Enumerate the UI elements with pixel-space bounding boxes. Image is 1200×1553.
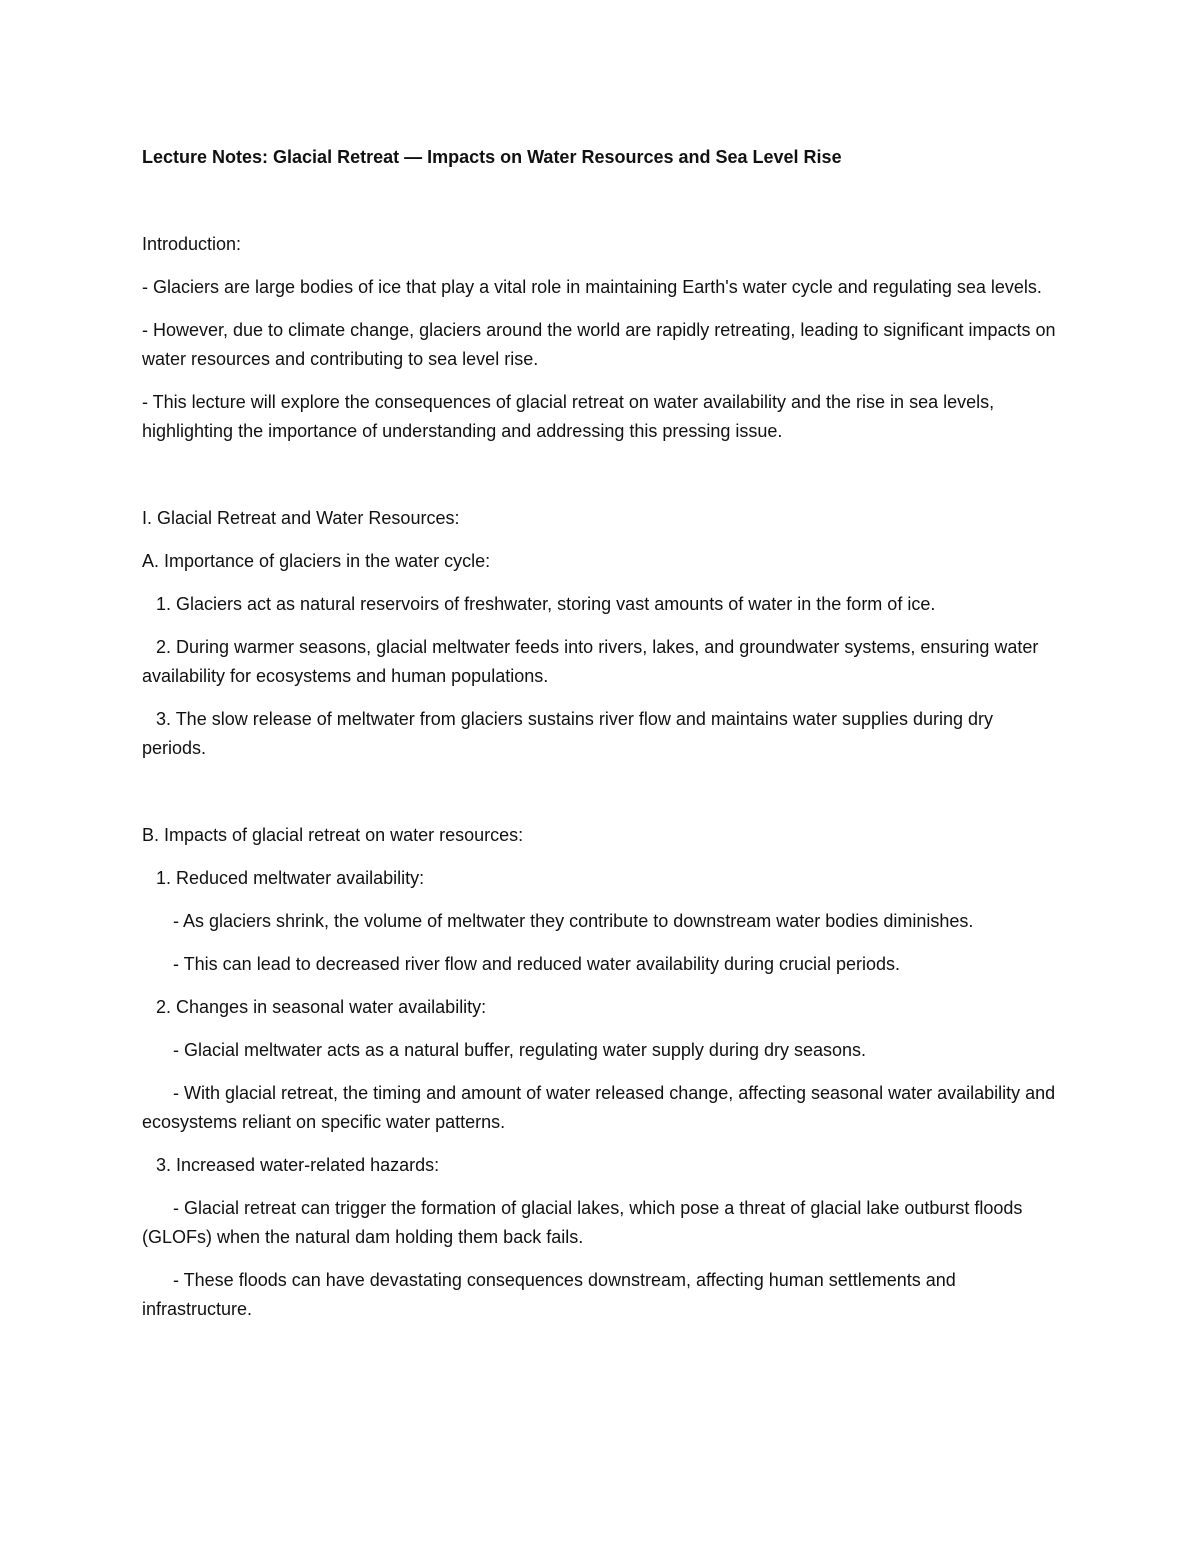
list-item: 2. During warmer seasons, glacial meltwater feeds into rivers, lakes, and groundwater systems, ensuring water availability for ecosystems and human populations.: [142, 637, 1039, 686]
document-page: [142, 143, 1057, 1338]
list-subpoint: - Glacial retreat can trigger the formation of glacial lakes, which pose a threat of glacial lake outburst floods (GLOFs) when the natural dam holding them back fails.: [142, 1198, 1023, 1247]
subsection-heading: A. Importance of glaciers in the water cycle:: [142, 551, 491, 571]
intro-point: - This lecture will explore the consequences of glacial retreat on water availability and the rise in sea levels, highlighting the importance of understanding and addressing this pressing issue.: [142, 392, 995, 441]
list-subpoint: - This can lead to decreased river flow and reduced water availability during crucial periods.: [173, 954, 901, 974]
subsection-heading: B. Impacts of glacial retreat on water resources:: [142, 825, 524, 845]
list-subpoint: - These floods can have devastating consequences downstream, affecting human settlements and infrastructure.: [142, 1270, 956, 1319]
section-heading: I. Glacial Retreat and Water Resources:: [142, 508, 460, 528]
intro-heading: Introduction:: [142, 234, 242, 254]
list-subpoint: - With glacial retreat, the timing and amount of water released change, affecting seasonal water availability and ecosystems reliant on specific water patterns.: [142, 1083, 1056, 1132]
list-subpoint: - Glacial meltwater acts as a natural buffer, regulating water supply during dry seasons.: [173, 1040, 867, 1060]
list-item: 1. Glaciers act as natural reservoirs of freshwater, storing vast amounts of water in the form of ice.: [156, 594, 936, 614]
list-subpoint: - As glaciers shrink, the volume of meltwater they contribute to downstream water bodies diminishes.: [173, 911, 974, 931]
list-item-heading: 3. Increased water-related hazards:: [156, 1155, 440, 1175]
document-title: Lecture Notes: Glacial Retreat — Impacts on Water Resources and Sea Level Rise: [142, 147, 842, 167]
list-item-heading: 1. Reduced meltwater availability:: [156, 868, 425, 888]
list-item: 3. The slow release of meltwater from glaciers sustains river flow and maintains water supplies during dry periods.: [142, 709, 994, 758]
list-item-heading: 2. Changes in seasonal water availability:: [156, 997, 487, 1017]
intro-point: - Glaciers are large bodies of ice that play a vital role in maintaining Earth's water cycle and regulating sea levels.: [142, 277, 1042, 297]
intro-point: - However, due to climate change, glaciers around the world are rapidly retreating, leading to significant impacts on water resources and contributing to sea level rise.: [142, 320, 1056, 369]
